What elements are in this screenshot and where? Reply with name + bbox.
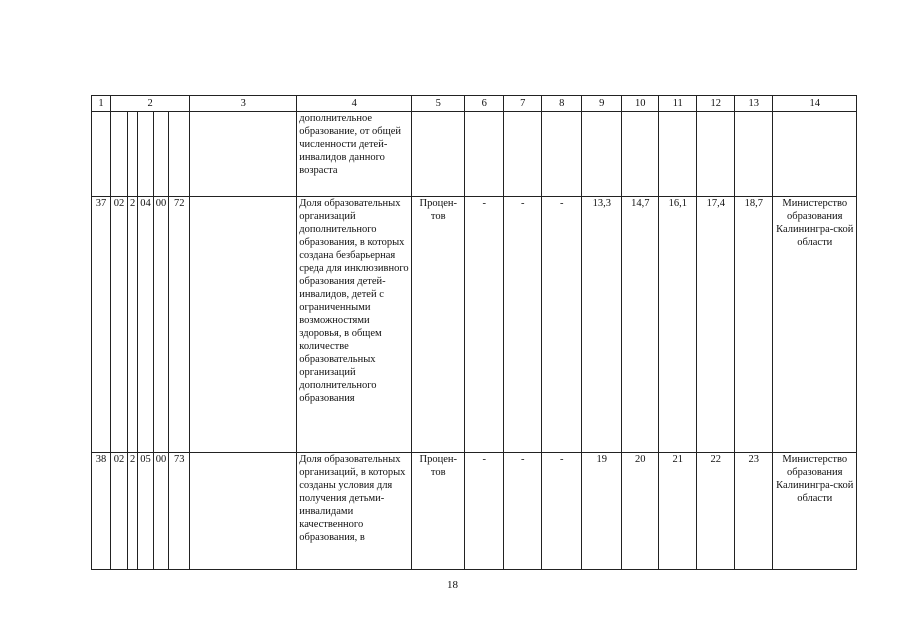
cell: [190, 112, 297, 197]
cell: [169, 112, 190, 197]
value-cell: 23: [735, 453, 773, 570]
value-cell: 18,7: [735, 197, 773, 453]
col3-cell: [190, 453, 297, 570]
value-cell: -: [465, 197, 504, 453]
row-number: 38: [92, 453, 111, 570]
indicator-text: Доля образовательных организаций дополнительного образования, в которых создана безбарьерная среда для инклюзивного образования детей-инвалидов, детей с ограниченными возможностями здоровья, в общем количестве образовательных организаций дополнительного образования: [297, 197, 412, 453]
cell: [504, 112, 542, 197]
cell: [773, 112, 857, 197]
cell: [412, 112, 465, 197]
code-cell: 05: [138, 453, 154, 570]
table-row: [92, 197, 857, 453]
value-cell: -: [542, 197, 582, 453]
page-number: 18: [447, 579, 458, 591]
cell: [465, 112, 504, 197]
code-cell: 00: [153, 197, 169, 453]
value-cell: 21: [659, 453, 697, 570]
header-col-2: 2: [111, 96, 190, 112]
col3-cell: [190, 197, 297, 453]
header-col-10: 10: [622, 96, 659, 112]
indicators-table: [91, 95, 857, 570]
header-col-7: 7: [504, 96, 542, 112]
code-cell: 00: [153, 453, 169, 570]
header-col-8: 8: [542, 96, 582, 112]
value-cell: 14,7: [622, 197, 659, 453]
cell: [128, 112, 138, 197]
code-cell: 02: [111, 453, 128, 570]
cell: [659, 112, 697, 197]
header-col-4: 4: [297, 96, 412, 112]
code-cell: 72: [169, 197, 190, 453]
indicator-text: дополнительное образование, от общей численности детей-инвалидов данного возраста: [297, 112, 412, 197]
code-cell: 73: [169, 453, 190, 570]
value-cell: 16,1: [659, 197, 697, 453]
value-cell: 22: [697, 453, 735, 570]
table-row: [92, 453, 857, 570]
code-cell: 02: [111, 197, 128, 453]
value-cell: -: [504, 197, 542, 453]
header-col-1: 1: [92, 96, 111, 112]
header-row: [92, 96, 857, 112]
value-cell: 20: [622, 453, 659, 570]
value-cell: -: [504, 453, 542, 570]
continuation-row: [92, 112, 857, 197]
value-cell: 13,3: [582, 197, 622, 453]
responsible-cell: Министерство образования Калинингра-ской области: [773, 197, 857, 453]
header-col-14: 14: [773, 96, 857, 112]
cell: [542, 112, 582, 197]
cell: [622, 112, 659, 197]
cell: [111, 112, 128, 197]
indicator-text: Доля образовательных организаций, в которых созданы условия для получения детьми-инвалидами качественного образования, в: [297, 453, 412, 570]
header-col-5: 5: [412, 96, 465, 112]
responsible-cell: Министерство образования Калинингра-ской области: [773, 453, 857, 570]
unit-cell: Процен-тов: [412, 197, 465, 453]
value-cell: -: [542, 453, 582, 570]
header-col-11: 11: [659, 96, 697, 112]
cell: [735, 112, 773, 197]
code-cell: 04: [138, 197, 154, 453]
value-cell: 19: [582, 453, 622, 570]
cell: [697, 112, 735, 197]
header-col-13: 13: [735, 96, 773, 112]
cell: [138, 112, 154, 197]
header-col-9: 9: [582, 96, 622, 112]
code-cell: 2: [128, 197, 138, 453]
cell: [153, 112, 169, 197]
header-col-3: 3: [190, 96, 297, 112]
header-col-12: 12: [697, 96, 735, 112]
cell: [582, 112, 622, 197]
value-cell: 17,4: [697, 197, 735, 453]
header-col-6: 6: [465, 96, 504, 112]
row-number: 37: [92, 197, 111, 453]
code-cell: 2: [128, 453, 138, 570]
value-cell: -: [465, 453, 504, 570]
cell: [92, 112, 111, 197]
unit-cell: Процен-тов: [412, 453, 465, 570]
